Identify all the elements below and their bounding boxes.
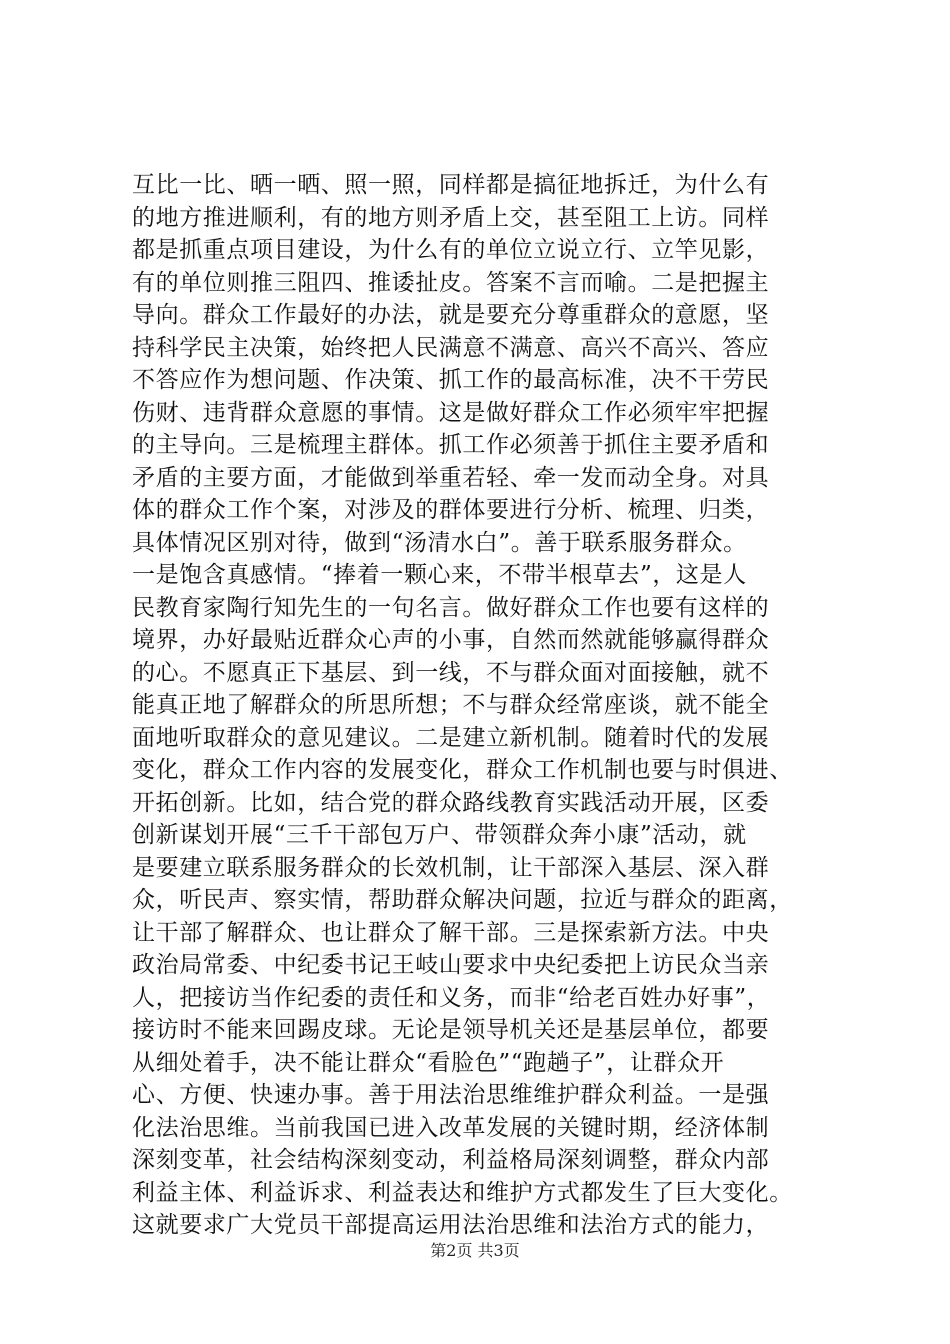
text-line: 境界，办好最贴近群众心声的小事，自然而然就能够赢得群众 xyxy=(132,627,770,653)
body-text xyxy=(132,169,822,1242)
text-line: 的心。不愿真正下基层、到一线，不与群众面对面接触，就不 xyxy=(132,659,770,686)
text-line: 从细处着手，决不能让群众“看脸色”“跑趟子”，让群众开 xyxy=(132,1049,725,1076)
text-line: 化法治思维。当前我国已进入改革发展的关键时期，经济体制 xyxy=(132,1114,770,1141)
text-line: 这就要求广大党员干部提高运用法治思维和法治方式的能力， xyxy=(132,1212,770,1238)
text-line: 接访时不能来回踢皮球。无论是领导机关还是基层单位，都要 xyxy=(132,1017,770,1043)
text-line: 变化，群众工作内容的发展变化，群众工作机制也要与时俱进、 xyxy=(132,757,793,783)
text-line: 面地听取群众的意见建议。二是建立新机制。随着时代的发展 xyxy=(132,724,770,751)
text-line: 利益主体、利益诉求、利益表达和维护方式都发生了巨大变化。 xyxy=(132,1179,793,1206)
text-line: 具体情况区别对待，做到“汤清水白”。善于联系服务群众。 xyxy=(132,529,747,556)
text-line: 让干部了解群众、也让群众了解干部。三是探索新方法。中央 xyxy=(132,919,770,946)
text-line: 一是饱含真感情。“捧着一颗心来，不带半根草去”，这是人 xyxy=(132,562,747,588)
text-line: 伤财、违背群众意愿的事情。这是做好群众工作必须牢牢把握 xyxy=(132,399,770,426)
text-line: 众，听民声、察实情，帮助群众解决问题，拉近与群众的距离， xyxy=(132,887,793,913)
text-line: 是要建立联系服务群众的长效机制，让干部深入基层、深入群 xyxy=(132,854,770,881)
text-line: 导向。群众工作最好的办法，就是要充分尊重群众的意愿，坚 xyxy=(132,302,770,328)
text-line: 能真正地了解群众的所思所想；不与群众经常座谈，就不能全 xyxy=(132,692,770,718)
text-line: 互比一比、晒一晒、照一照，同样都是搞征地拆迁，为什么有 xyxy=(132,172,770,198)
page-number-footer: 第2页 共3页 xyxy=(430,1241,520,1260)
text-line: 民教育家陶行知先生的一句名言。做好群众工作也要有这样的 xyxy=(132,594,770,621)
text-line: 心、方便、快速办事。善于用法治思维维护群众利益。一是强 xyxy=(132,1082,770,1108)
text-line: 的主导向。三是梳理主群体。抓工作必须善于抓住主要矛盾和 xyxy=(132,432,770,458)
text-line: 都是抓重点项目建设，为什么有的单位立说立行、立竿见影， xyxy=(132,237,770,263)
text-line: 创新谋划开展“三千干部包万户、带领群众奔小康”活动，就 xyxy=(132,822,747,848)
text-line: 矛盾的主要方面，才能做到举重若轻、牵一发而动全身。对具 xyxy=(132,464,770,491)
text-line: 的地方推进顺利，有的地方则矛盾上交，甚至阻工上访。同样 xyxy=(132,204,770,231)
text-line: 人，把接访当作纪委的责任和义务，而非“给老百姓办好事”， xyxy=(132,984,771,1011)
text-line: 政治局常委、中纪委书记王岐山要求中央纪委把上访民众当亲 xyxy=(132,952,770,978)
text-line: 深刻变革，社会结构深刻变动，利益格局深刻调整，群众内部 xyxy=(132,1147,770,1173)
text-line: 不答应作为想问题、作决策、抓工作的最高标准，决不干劳民 xyxy=(132,367,770,393)
text-line: 体的群众工作个案，对涉及的群体要进行分析、梳理、归类， xyxy=(132,497,770,523)
text-line: 持科学民主决策，始终把人民满意不满意、高兴不高兴、答应 xyxy=(132,334,770,361)
text-line: 有的单位则推三阻四、推诿扯皮。答案不言而喻。二是把握主 xyxy=(132,269,770,296)
text-line: 开拓创新。比如，结合党的群众路线教育实践活动开展，区委 xyxy=(132,789,770,816)
